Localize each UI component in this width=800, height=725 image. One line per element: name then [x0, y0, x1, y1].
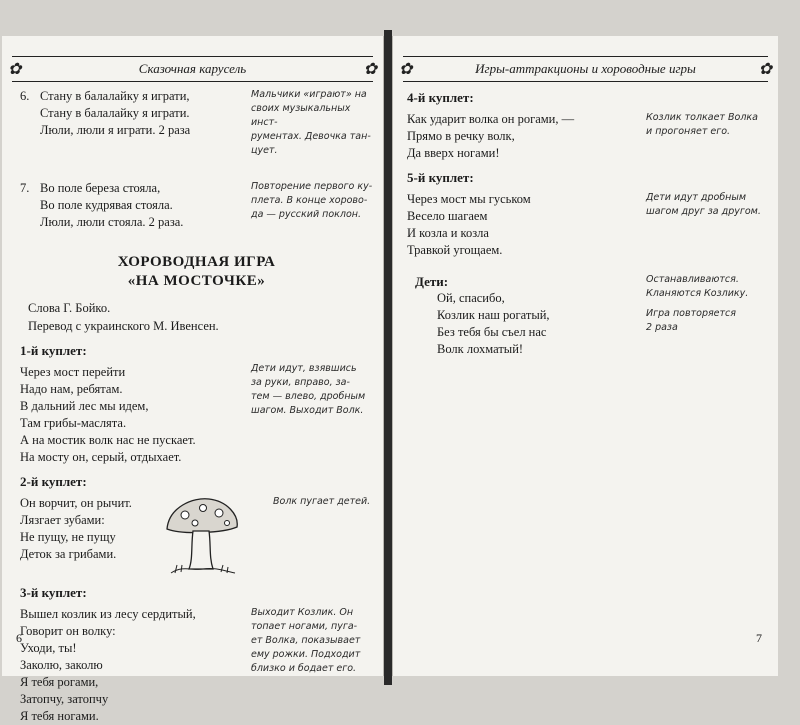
verse-1 [20, 364, 373, 466]
mushroom-illustration [163, 495, 241, 577]
right-page-content [407, 88, 764, 358]
children-label: Дети: [415, 274, 449, 289]
lyric-line: Без тебя бы съел нас [437, 325, 547, 339]
lyric-line: Люли, люли стояла. 2 раза. [40, 215, 184, 229]
verse-4 [407, 111, 764, 162]
lyric-line: Во поле кудрявая стояла. [40, 198, 173, 212]
lyric-line: А на мостик волк нас не пускает. [20, 433, 196, 447]
page-number: 6 [16, 631, 22, 645]
lyric-line: Козлик наш рогатый, [437, 308, 550, 322]
lyric-line: Уходи, ты! [20, 641, 77, 655]
page-number: 7 [756, 631, 762, 645]
lyric-line: В дальний лес мы идем, [20, 399, 149, 413]
left-header-title: Сказочная карусель [138, 61, 247, 76]
lyric-line: Затопчу, затопчу [20, 692, 109, 706]
stage-direction: Козлик толкает Волка и прогоняет его. [646, 112, 758, 137]
song-title: ХОРОВОДНАЯ ИГРА «НА МОСТОЧКЕ» [117, 254, 276, 289]
stage-direction: Мальчики «играют» на своих музыкальных инст- рументах. Девочка тан- цует. [251, 89, 371, 156]
stage-direction: Дети идут дробным шагом друг за другом. [646, 192, 761, 217]
lyric-line: Как ударит волка он рогами, — [407, 112, 575, 126]
stanza-6 [20, 88, 373, 158]
lyric-line: Волк лохматый! [437, 342, 524, 356]
song-credits: Слова Г. Бойко. Перевод с украинского М. Ивенсен. [28, 301, 219, 333]
lyric-line: Ой, спасибо, [437, 291, 505, 305]
stanza-number: 7. [20, 181, 30, 195]
right-page-header [399, 56, 772, 82]
verse-5 [407, 191, 764, 259]
verse-3-heading: 3-й куплет: [20, 585, 87, 600]
right-header-title: Игры-аттракционы и хороводные игры [475, 61, 696, 76]
lyric-line: Деток за грибами. [20, 547, 117, 561]
lyric-line: Да вверх ногами! [407, 146, 500, 160]
stanza-7 [20, 180, 373, 231]
lyric-line: Травкой угощаем. [407, 243, 503, 257]
lyric-line: Вышел козлик из лесу сердитый, [20, 607, 196, 621]
stage-direction: Останавливаются. Кланяются Козлику. [646, 274, 749, 299]
lyric-line: Во поле береза стояла, [40, 181, 161, 195]
lyric-line: Через мост перейти [20, 365, 126, 379]
stage-direction: Выходит Козлик. Он топает ногами, пуга- ет Волка, показывает ему рожки. Подходит близко и бодает его. [251, 607, 361, 674]
left-page-content [20, 88, 373, 725]
verse-1-heading: 1-й куплет: [20, 343, 87, 358]
stage-direction: Повторение первого ку- плета. В конце хорово- да — русский поклон. [251, 181, 373, 220]
lyric-line: Стану в балалайку я играти, [40, 89, 190, 103]
lyric-line: Я тебя ногами. [20, 709, 99, 723]
lyric-line: Не пущу, не пущу [20, 530, 116, 544]
lyric-line: Я тебя рогами, [20, 675, 99, 689]
verse-5-heading: 5-й куплет: [407, 170, 474, 185]
lyric-line: Он ворчит, он рычит. [20, 496, 132, 510]
lyric-line: Заколю, заколю [20, 658, 103, 672]
floral-ornament-icon: ✿ [399, 61, 413, 78]
verse-4-heading: 4-й куплет: [407, 90, 474, 105]
lyric-line: И козла и козла [407, 226, 489, 240]
stage-direction: Игра повторяется 2 раза [646, 308, 736, 333]
lyric-line: Прямо в речку волк, [407, 129, 515, 143]
left-page-header [8, 56, 377, 82]
floral-ornament-icon: ✿ [8, 61, 22, 78]
floral-ornament-icon: ✿ [758, 61, 772, 78]
lyric-line: Через мост мы гуськом [407, 192, 531, 206]
stanza-number: 6. [20, 89, 30, 103]
stage-direction: Волк пугает детей. [273, 496, 371, 507]
stage-direction: Дети идут, взявшись за руки, вправо, за- тем — влево, дробным шагом. Выходит Волк. [251, 363, 366, 416]
lyric-line: Люли, люли я играти. 2 раза [40, 123, 191, 137]
lyric-line: Весело шагаем [407, 209, 488, 223]
lyric-line: Надо нам, ребятам. [20, 382, 123, 396]
verse-2 [20, 495, 373, 577]
lyric-line: Там грибы-маслята. [20, 416, 127, 430]
lyric-line: Лязгает зубами: [20, 513, 105, 527]
children-reply [407, 273, 764, 358]
floral-ornament-icon: ✿ [363, 61, 377, 78]
verse-2-heading: 2-й куплет: [20, 474, 87, 489]
lyric-line: Говорит он волку: [20, 624, 116, 638]
right-page [392, 36, 778, 676]
verse-3 [20, 606, 373, 725]
left-page [2, 36, 384, 723]
lyric-line: Стану в балалайку я играти. [40, 106, 190, 120]
book-gutter [384, 30, 392, 685]
lyric-line: На мосту он, серый, отдыхает. [20, 450, 182, 464]
